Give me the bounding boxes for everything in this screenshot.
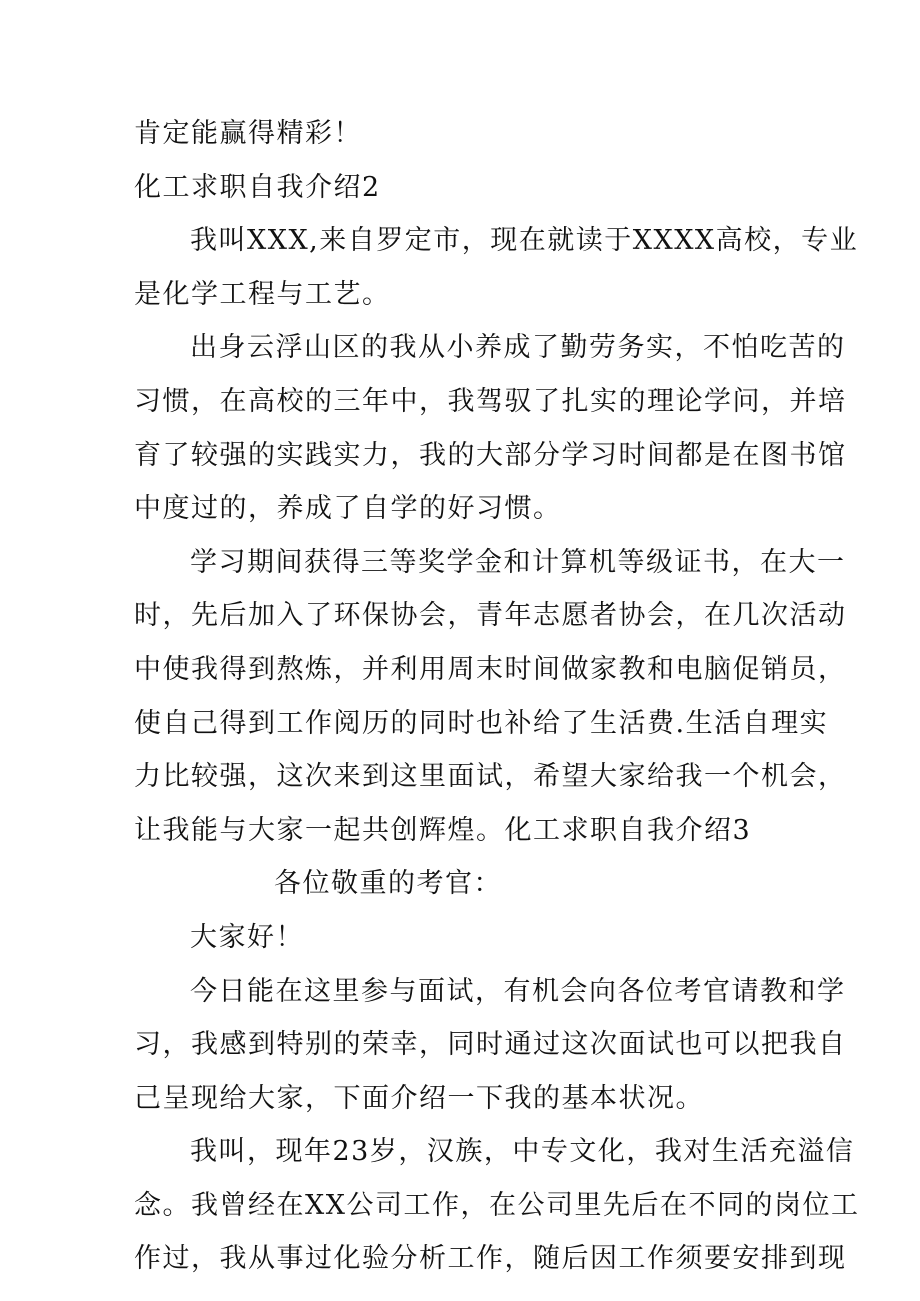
text-line: 我叫XXX,来自罗定市，现在就读于XXXX高校，专业 — [190, 225, 859, 257]
text-line: 力比较强，这次来到这里面试，希望大家给我一个机会， — [134, 761, 847, 793]
text-line: 让我能与大家一起共创辉煌。化工求职自我介绍3 — [134, 814, 752, 846]
text-line: 己呈现给大家，下面介绍一下我的基本状况。 — [134, 1082, 704, 1114]
text-line: 念。我曾经在XX公司工作，在公司里先后在不同的岗位工 — [134, 1189, 860, 1221]
text-line: 肯定能赢得精彩！ — [134, 118, 362, 149]
document-body — [134, 107, 860, 1286]
greeting-line: 大家好！ — [190, 921, 304, 953]
text-line: 我叫，现年23岁，汉族，中专文化，我对生活充溢信 — [190, 1136, 855, 1168]
text-line: 中使我得到熬炼，并利用周末时间做家教和电脑促销员， — [134, 653, 847, 685]
text-line: 中度过的，养成了自学的好习惯。 — [134, 493, 562, 525]
text-line: 习，我感到特别的荣幸，同时通过这次面试也可以把我自 — [134, 1029, 847, 1061]
section-heading: 化工求职自我介绍2 — [134, 171, 381, 203]
text-line: 时，先后加入了环保协会，青年志愿者协会，在几次活动 — [134, 600, 847, 632]
text-line: 习惯，在高校的三年中，我驾驭了扎实的理论学问，并培 — [134, 385, 847, 417]
text-line: 今日能在这里参与面试，有机会向各位考官请教和学 — [190, 975, 846, 1007]
salutation-line: 各位敬重的考官： — [274, 868, 502, 900]
text-line: 学习期间获得三等奖学金和计算机等级证书，在大一 — [190, 546, 846, 578]
text-line: 出身云浮山区的我从小养成了勤劳务实，不怕吃苦的 — [190, 332, 846, 364]
text-line: 育了较强的实践实力，我的大部分学习时间都是在图书馆 — [134, 439, 847, 471]
text-line: 作过，我从事过化验分析工作，随后因工作须要安排到现 — [134, 1243, 847, 1275]
text-line: 是化学工程与工艺。 — [134, 278, 391, 310]
text-line: 使自己得到工作阅历的同时也补给了生活费.生活自理实 — [134, 707, 829, 739]
